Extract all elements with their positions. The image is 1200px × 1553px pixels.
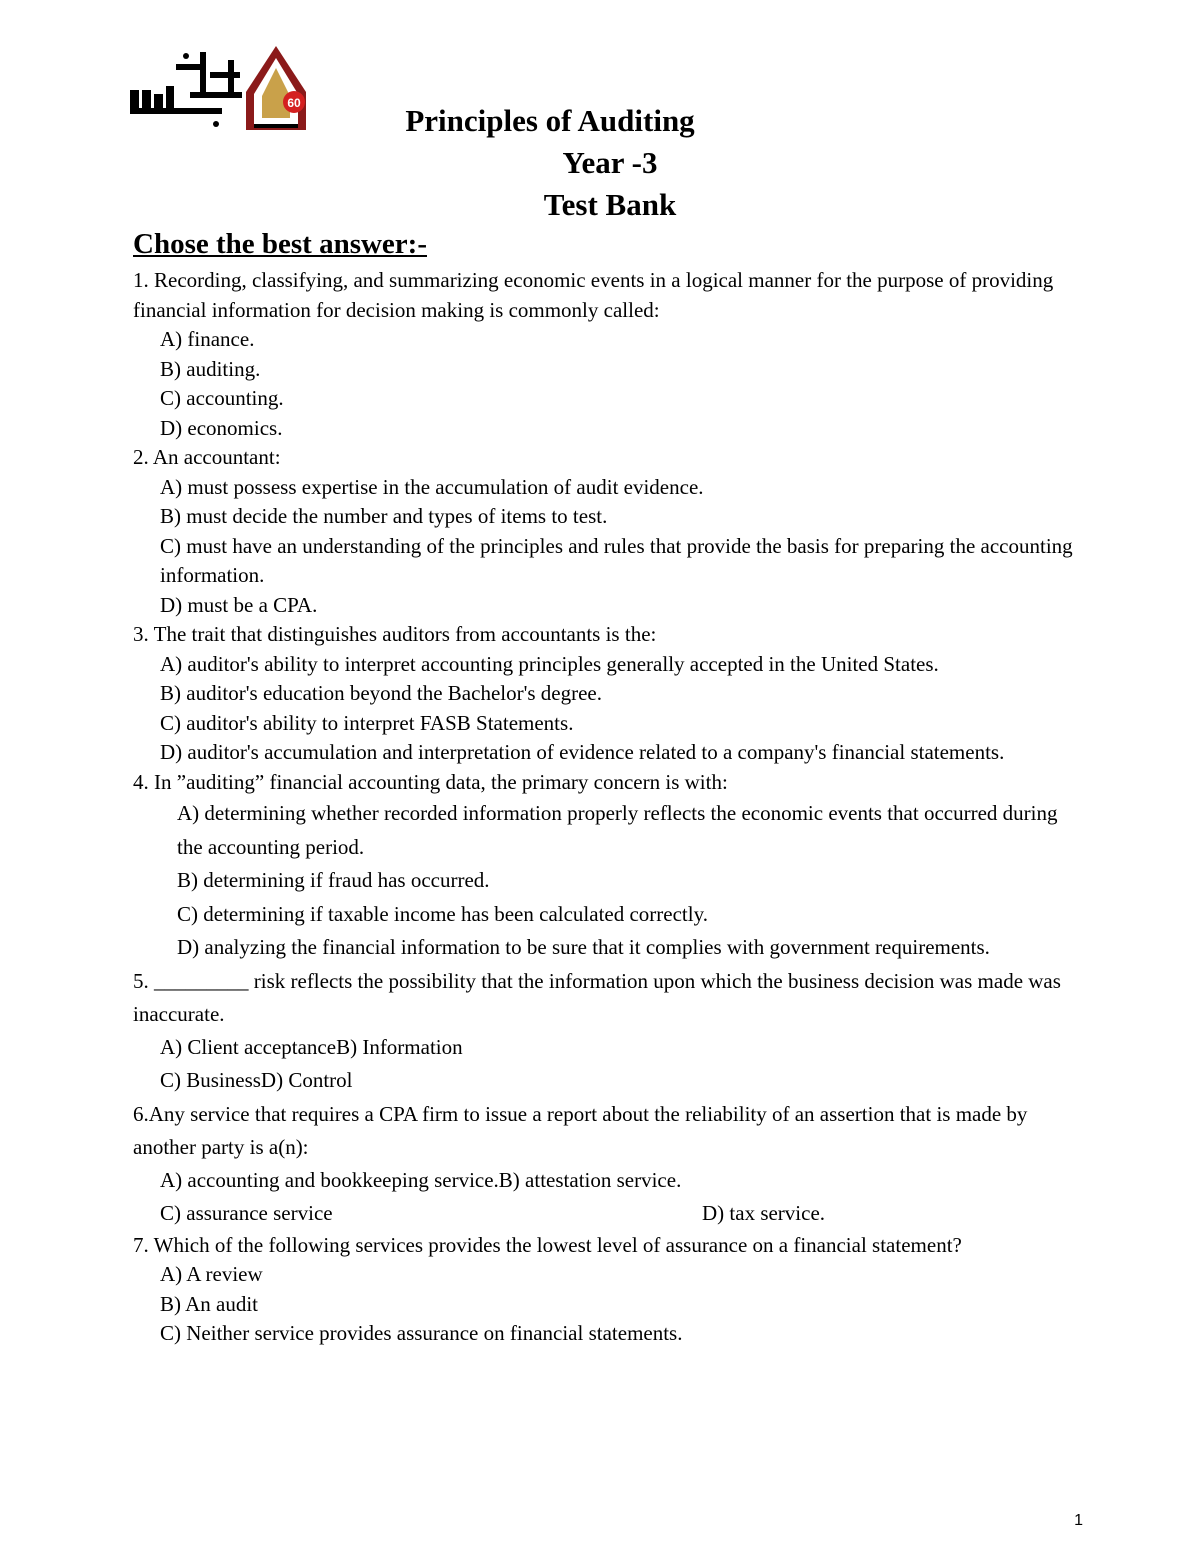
question-3 (133, 620, 1083, 768)
question-stem: 3. The trait that distinguishes auditors from accountants is the: (133, 622, 657, 646)
option-b: B) determining if fraud has occurred. (177, 868, 490, 892)
question-stem: 1. Recording, classifying, and summarizing economic events in a logical manner for the purpose of providing financial information for decision making is commonly called: (133, 268, 1054, 322)
question-stem: 5. _________ risk reflects the possibility that the information upon which the business decision was made was inaccurate. (133, 968, 1061, 1026)
option-d: D) economics. (160, 415, 283, 440)
page-number: 1 (1074, 1512, 1083, 1529)
question-5 (133, 965, 1083, 1098)
question-1 (133, 266, 1083, 443)
option-a: A) auditor's ability to interpret accounting principles generally accepted in the United States. (160, 651, 939, 676)
option-c: C) Neither service provides assurance on financial statements. (160, 1321, 683, 1345)
question-7 (133, 1231, 1083, 1349)
option-a: A) finance. (160, 327, 255, 351)
option-d: D) must be a CPA. (160, 592, 318, 617)
option-b: B) must decide the number and types of items to test. (160, 504, 608, 528)
question-4 (133, 768, 1083, 965)
option-c: C) assurance service (160, 1201, 333, 1225)
option-b: B) auditor's education beyond the Bachelor's degree. (160, 681, 603, 705)
question-6 (133, 1098, 1083, 1231)
option-a-b: A) accounting and bookkeeping service.B) attestation service. (160, 1167, 682, 1192)
question-stem: 4. In ”auditing” financial accounting data, the primary concern is with: (133, 769, 728, 794)
question-stem: 2. An accountant: (133, 445, 281, 469)
document-subtitle: Test Bank (543, 187, 677, 222)
option-b: B) An audit (160, 1291, 258, 1316)
document-title: Principles of Auditing (405, 103, 695, 138)
option-c: C) determining if taxable income has been calculated correctly. (177, 901, 708, 926)
document-header (0, 100, 1200, 226)
option-d: D) tax service. (702, 1201, 826, 1225)
option-a: A) A review (160, 1262, 263, 1286)
option-c: C) accounting. (160, 386, 284, 410)
option-d: D) analyzing the financial information to be sure that it complies with government requirements. (177, 935, 990, 959)
question-list (133, 266, 1083, 1349)
option-row (133, 1197, 1083, 1231)
question-stem: 6.Any service that requires a CPA firm to issue a report about the reliability of an assertion that is made by another party is a(n): (133, 1101, 1028, 1159)
svg-text:60: 60 (287, 96, 301, 110)
document-year: Year -3 (562, 145, 658, 180)
option-a: A) must possess expertise in the accumulation of audit evidence. (160, 474, 704, 499)
option-c-d: C) BusinessD) Control (160, 1068, 353, 1092)
option-a: A) determining whether recorded information properly reflects the economic events that occurred during the accounting period. (177, 801, 1058, 859)
option-b: B) auditing. (160, 356, 261, 381)
instruction-heading: Chose the best answer:- (133, 228, 427, 260)
question-stem: 7. Which of the following services provides the lowest level of assurance on a financial statement? (133, 1232, 962, 1257)
option-d: D) auditor's accumulation and interpretation of evidence related to a company's financial statements. (160, 740, 1005, 764)
question-2 (133, 443, 1083, 620)
option-c: C) must have an understanding of the principles and rules that provide the basis for preparing the accounting information. (160, 533, 1073, 587)
option-c: C) auditor's ability to interpret FASB Statements. (160, 710, 574, 735)
option-a-b: A) Client acceptanceB) Information (160, 1034, 463, 1059)
